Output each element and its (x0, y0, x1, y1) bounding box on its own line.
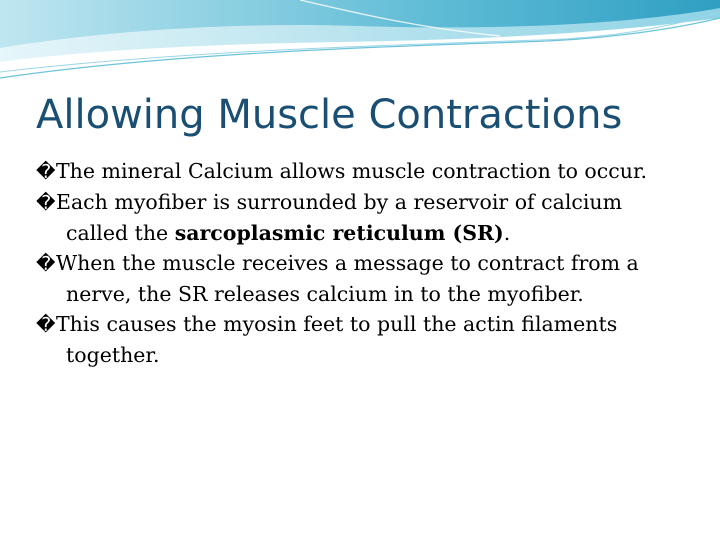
slide-title: Allowing Muscle Contractions (36, 92, 623, 138)
bullet-bold-term: sarcoplasmic reticulum (SR) (174, 221, 504, 245)
bullet-glyph-icon: � (36, 314, 56, 336)
bullet-text-end: . (503, 221, 511, 245)
bullet-text: When the muscle receives a message to contract from a nerve, the SR releases calcium in to the myofiber. (56, 251, 639, 306)
bullet-item (36, 309, 686, 370)
bullet-text: The mineral Calcium allows muscle contraction to occur. (56, 159, 648, 183)
bullet-glyph-icon: � (36, 253, 56, 275)
bullet-text: This causes the myosin feet to pull the actin filaments together. (56, 312, 618, 367)
bullet-text: Each myofiber is surrounded by a reservoir of calcium called the (56, 190, 623, 245)
bullet-item (36, 248, 686, 309)
bullet-item (36, 156, 686, 187)
bullet-glyph-icon: � (36, 161, 56, 183)
bullet-list (36, 156, 686, 370)
bullet-glyph-icon: � (36, 192, 56, 214)
bullet-item (36, 187, 686, 248)
header-wave-decoration (0, 0, 720, 90)
